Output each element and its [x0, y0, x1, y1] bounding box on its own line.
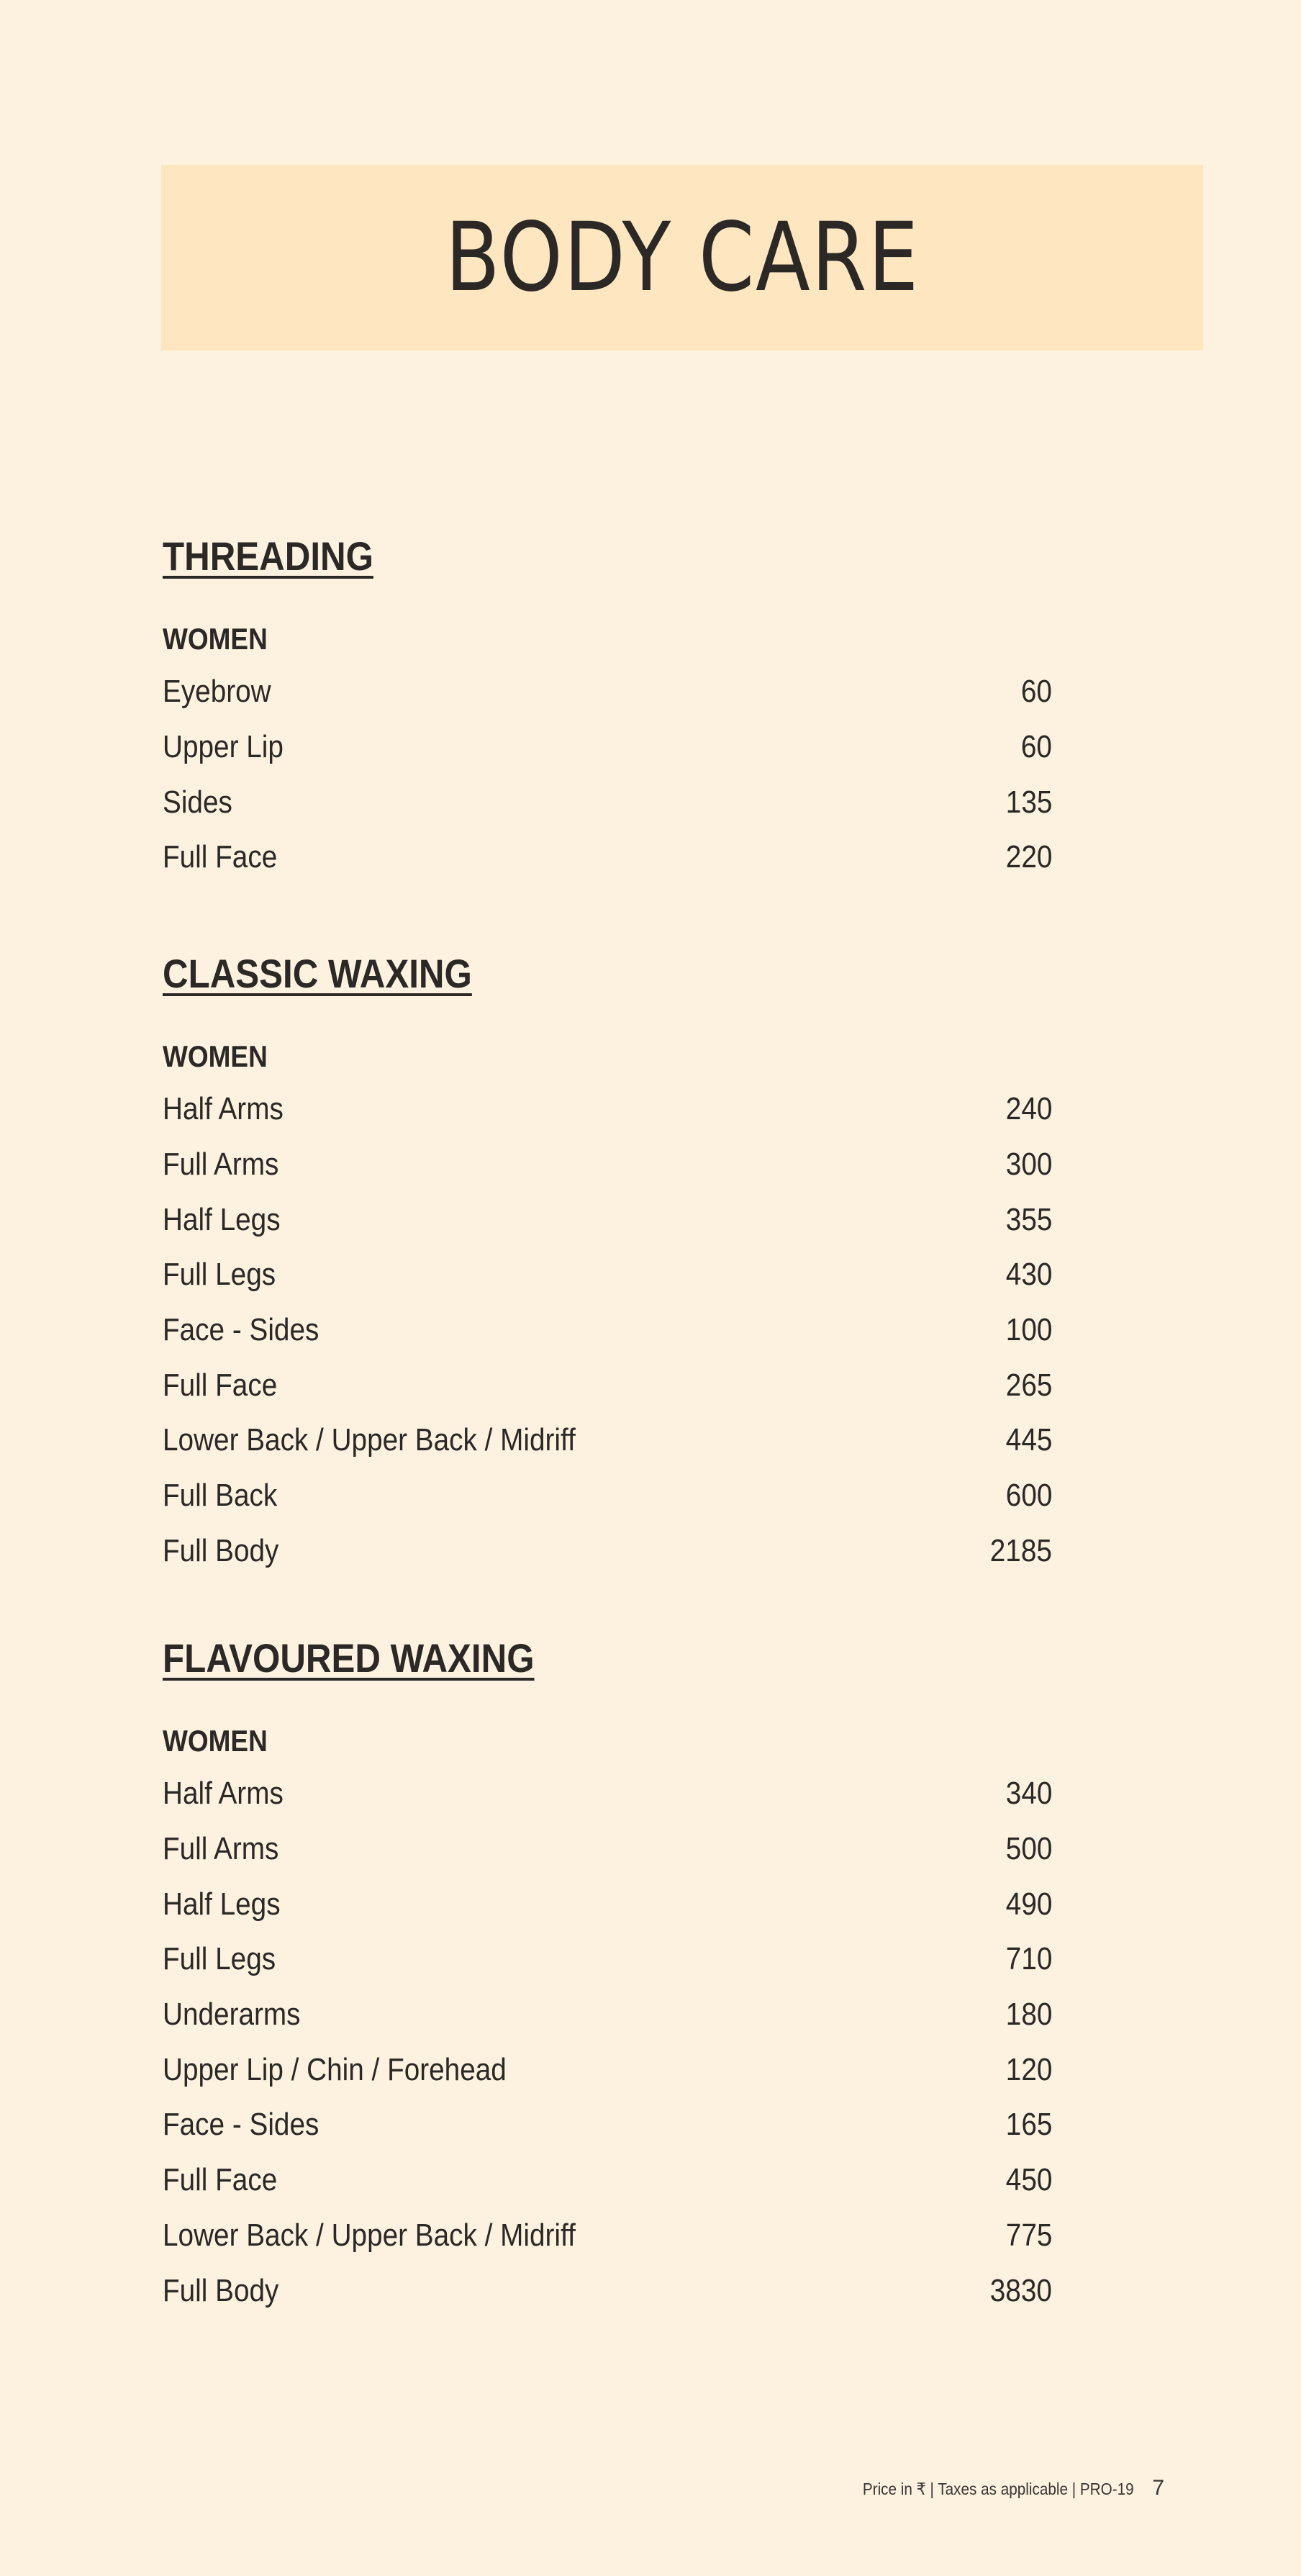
list-item — [163, 2263, 1052, 2318]
list-item — [163, 2042, 1052, 2097]
item-name: Sides — [163, 784, 232, 820]
list-item — [163, 1932, 1052, 1987]
item-price: 600 — [1005, 1478, 1052, 1514]
price-note: Price in ₹ | Taxes as applicable | PRO-19 — [862, 2480, 1134, 2498]
item-name: Full Back — [163, 1478, 278, 1514]
list-item — [163, 1357, 1052, 1413]
list-item — [163, 1468, 1052, 1524]
item-price: 220 — [1005, 839, 1052, 875]
group-label: WOMEN — [163, 622, 268, 656]
item-name: Half Arms — [163, 1776, 284, 1812]
item-name: Upper Lip — [163, 729, 284, 765]
item-name: Half Legs — [163, 1201, 281, 1237]
item-price: 240 — [1005, 1091, 1052, 1127]
list-item — [163, 720, 1052, 775]
item-name: Lower Back / Upper Back / Midriff — [163, 2217, 576, 2253]
list-item — [163, 2153, 1052, 2208]
page-banner — [161, 165, 1203, 351]
item-price: 3830 — [989, 2272, 1052, 2308]
item-price: 60 — [1020, 729, 1052, 765]
item-name: Lower Back / Upper Back / Midriff — [163, 1422, 576, 1458]
list-item — [163, 1303, 1052, 1358]
item-price: 265 — [1005, 1367, 1052, 1403]
item-price: 60 — [1020, 674, 1052, 710]
item-name: Half Legs — [163, 1886, 281, 1922]
list-item — [163, 1247, 1052, 1303]
item-name: Half Arms — [163, 1091, 284, 1127]
item-name: Eyebrow — [163, 674, 271, 710]
item-name: Full Arms — [163, 1831, 279, 1867]
item-price: 445 — [1005, 1422, 1052, 1458]
item-name: Full Face — [163, 1367, 278, 1403]
section-title: FLAVOURED WAXING — [163, 1635, 535, 1681]
list-item — [163, 1082, 1052, 1137]
item-price: 340 — [1005, 1776, 1052, 1812]
item-name: Full Arms — [163, 1147, 279, 1183]
item-name: Upper Lip / Chin / Forehead — [163, 2051, 507, 2087]
list-item — [163, 774, 1052, 830]
section-title: CLASSIC WAXING — [163, 951, 472, 996]
item-name: Full Legs — [163, 1257, 276, 1293]
item-list — [163, 1082, 1052, 1578]
item-price: 165 — [1005, 2107, 1052, 2143]
list-item — [163, 1192, 1052, 1247]
section-flavoured-waxing — [163, 1635, 1052, 2318]
item-list — [163, 1766, 1052, 2318]
list-item — [163, 1876, 1052, 1932]
list-item — [163, 1987, 1052, 2043]
section-threading — [163, 533, 1052, 885]
item-name: Full Face — [163, 2162, 278, 2198]
item-name: Full Face — [163, 839, 278, 875]
item-name: Underarms — [163, 1997, 301, 2033]
list-item — [163, 1137, 1052, 1193]
item-price: 775 — [1005, 2217, 1052, 2253]
list-item — [163, 1413, 1052, 1468]
item-name: Full Body — [163, 2272, 279, 2308]
item-price: 430 — [1005, 1257, 1052, 1293]
item-price: 120 — [1005, 2051, 1052, 2087]
list-item — [163, 1822, 1052, 1877]
section-title: THREADING — [163, 533, 373, 579]
list-item — [163, 830, 1052, 885]
group-label: WOMEN — [163, 1039, 268, 1073]
item-price: 300 — [1005, 1147, 1052, 1183]
list-item — [163, 2208, 1052, 2264]
section-classic-waxing — [163, 951, 1052, 1578]
list-item — [163, 2097, 1052, 2153]
item-price: 135 — [1005, 784, 1052, 820]
page-title: BODY CARE — [445, 202, 920, 313]
item-price: 355 — [1005, 1201, 1052, 1237]
item-list — [163, 664, 1052, 885]
list-item — [163, 664, 1052, 720]
item-name: Face - Sides — [163, 2107, 319, 2143]
list-item — [163, 1524, 1052, 1579]
item-price: 180 — [1005, 1997, 1052, 2033]
item-price: 500 — [1005, 1831, 1052, 1867]
item-price: 490 — [1005, 1886, 1052, 1922]
page-number: 7 — [1152, 2476, 1164, 2500]
item-name: Face - Sides — [163, 1312, 319, 1348]
list-item — [163, 1766, 1052, 1822]
item-price: 450 — [1005, 2162, 1052, 2198]
item-price: 710 — [1005, 1941, 1052, 1977]
item-price: 2185 — [989, 1532, 1052, 1568]
item-name: Full Legs — [163, 1941, 276, 1977]
page-footer — [833, 2476, 1164, 2500]
group-label: WOMEN — [163, 1724, 268, 1758]
item-name: Full Body — [163, 1532, 279, 1568]
item-price: 100 — [1005, 1312, 1052, 1348]
